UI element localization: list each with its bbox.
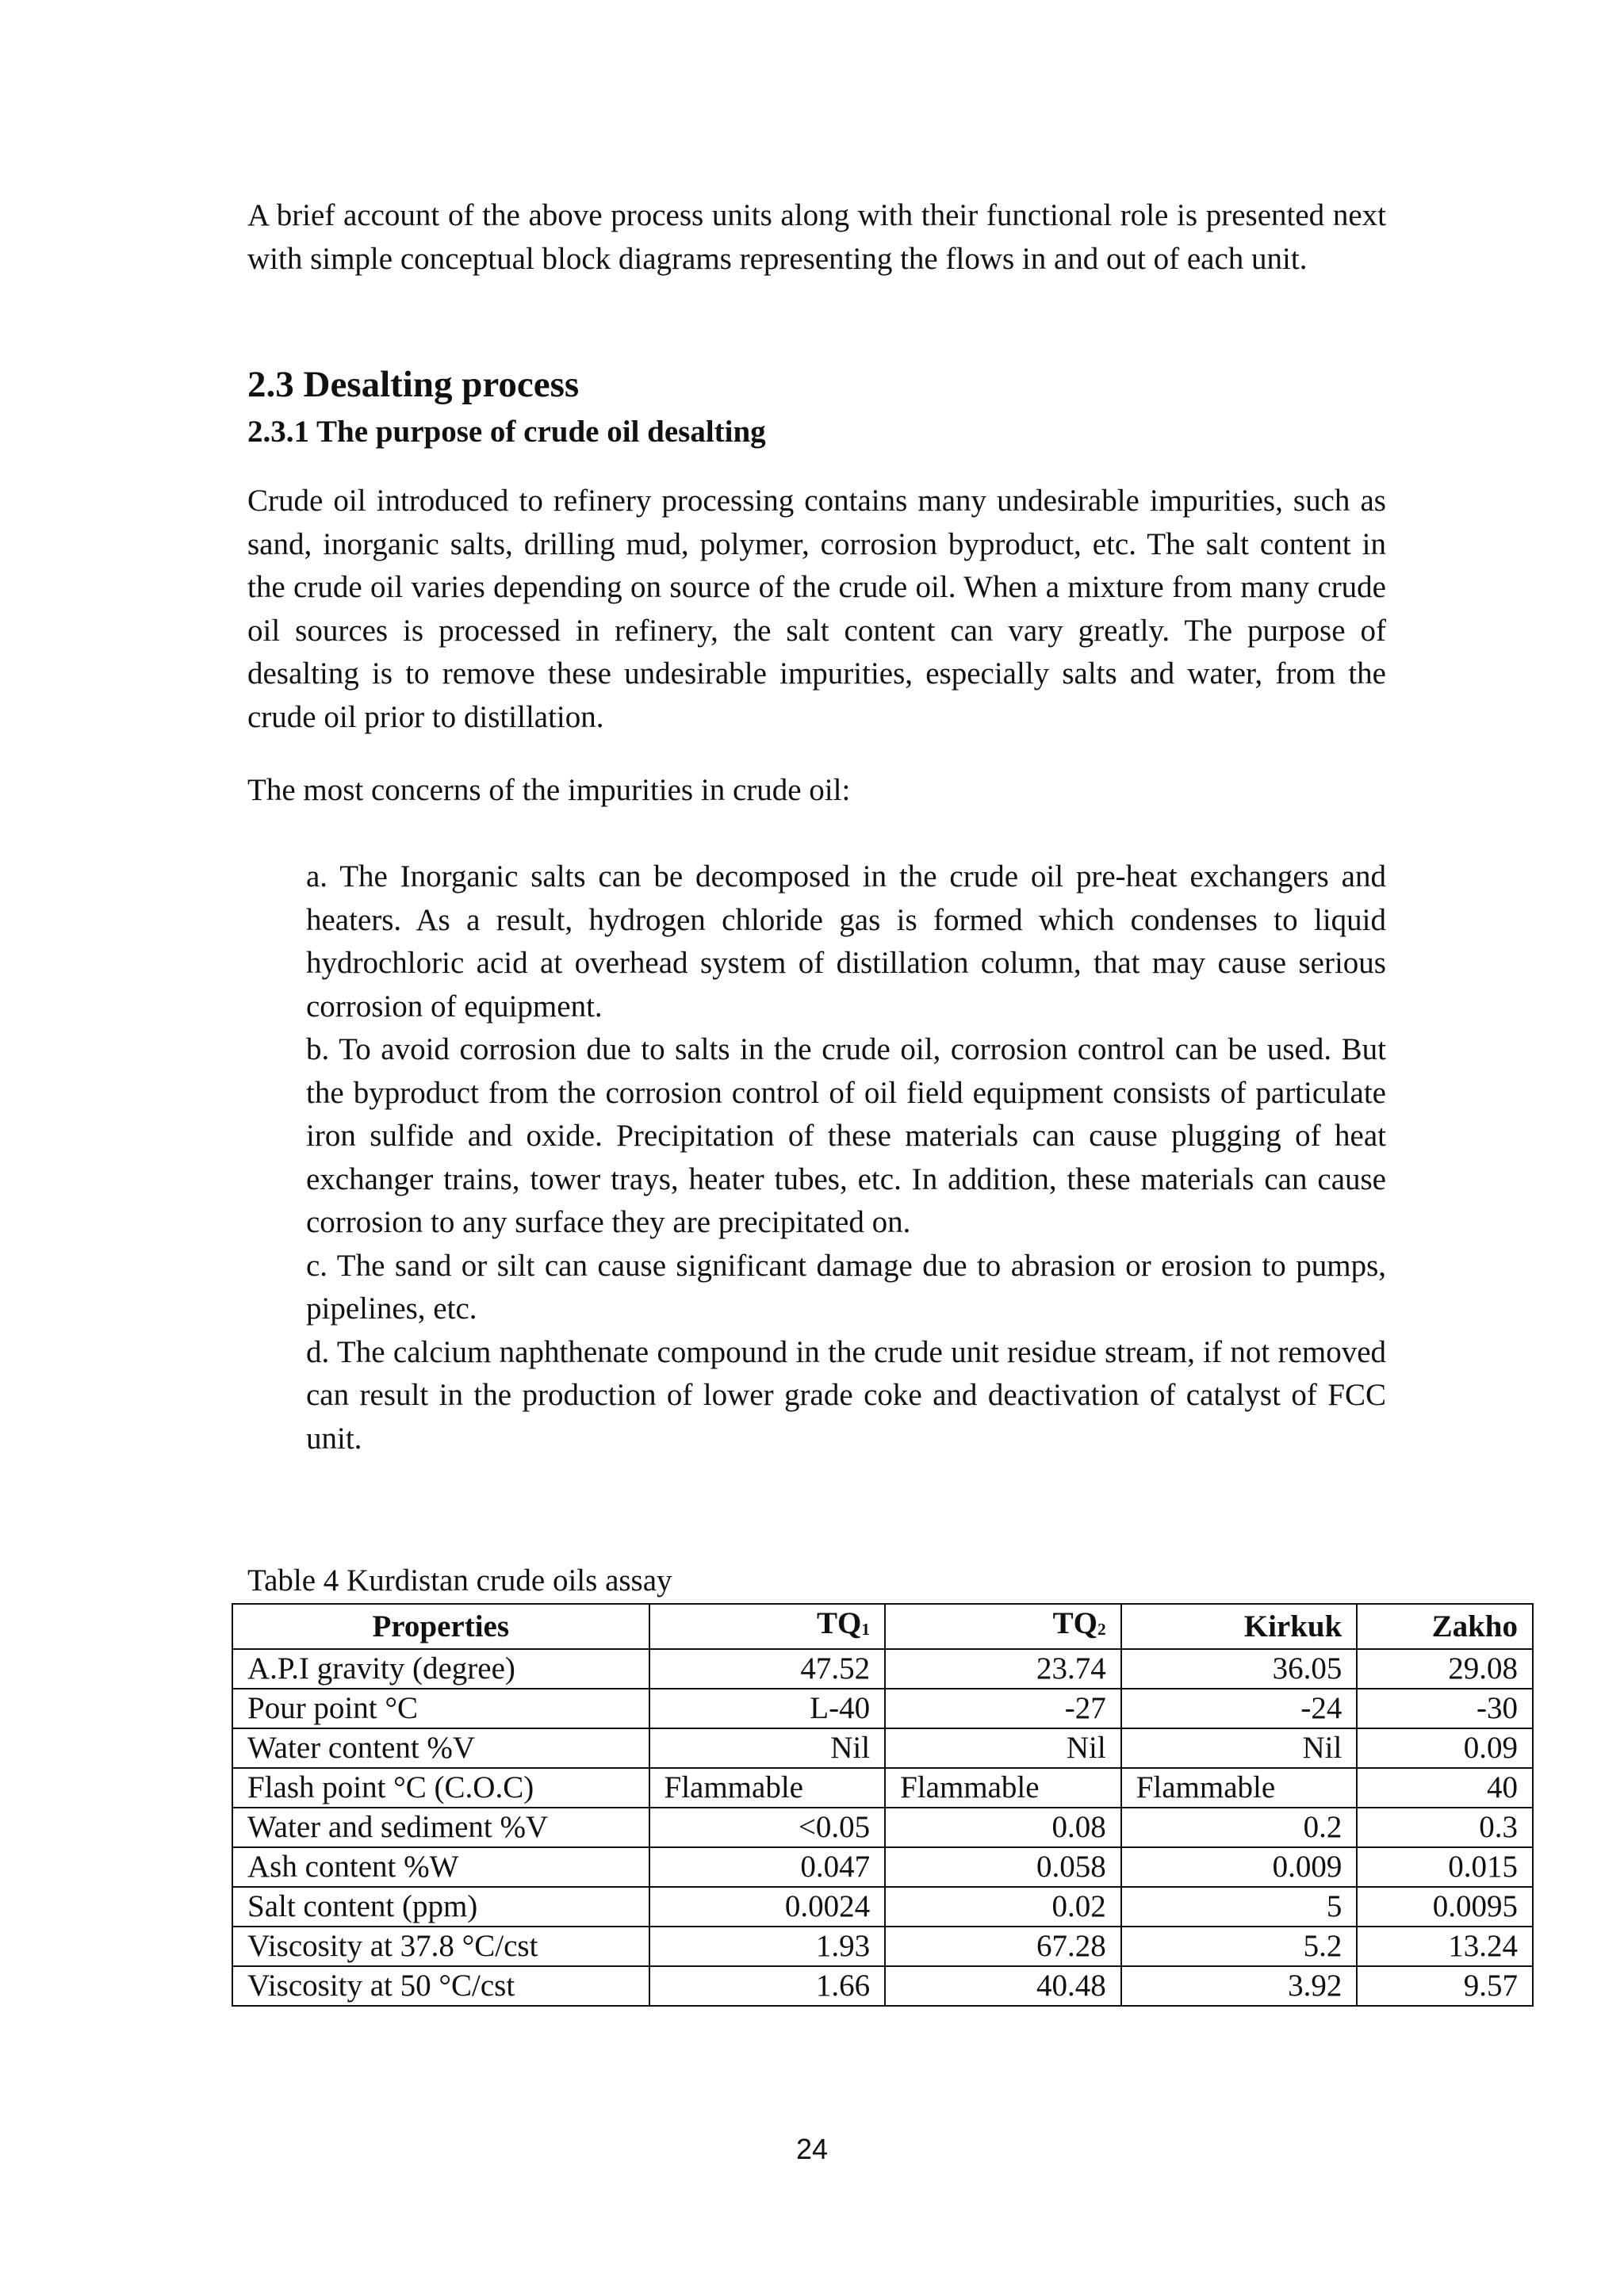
table-row bbox=[232, 1689, 1533, 1728]
header-tq1: $TQ_1$ bbox=[649, 1604, 886, 1649]
value-cell: Nil bbox=[1121, 1728, 1358, 1768]
table-row bbox=[232, 1649, 1533, 1689]
value-cell: 0.09 bbox=[1357, 1728, 1533, 1768]
value-cell: 13.24 bbox=[1357, 1927, 1533, 1966]
crude-assay-table bbox=[232, 1603, 1534, 2007]
value-cell: 67.28 bbox=[885, 1927, 1121, 1966]
header-properties: Properties bbox=[232, 1604, 649, 1649]
property-cell: Salt content (ppm) bbox=[232, 1887, 649, 1927]
subsection-heading: 2.3.1 The purpose of crude oil desalting bbox=[247, 415, 766, 449]
value-cell: 47.52 bbox=[649, 1649, 886, 1689]
list-item: c. The sand or silt can cause significant damage due to abrasion or erosion to pumps, pipelines, etc. bbox=[306, 1248, 1386, 1326]
value-cell: 0.02 bbox=[885, 1887, 1121, 1927]
value-cell: 1.93 bbox=[649, 1927, 886, 1966]
table-header-row bbox=[232, 1604, 1533, 1649]
value-cell: <0.05 bbox=[649, 1808, 886, 1847]
value-cell: 3.92 bbox=[1121, 1966, 1358, 2006]
page-number: 24 bbox=[795, 2133, 829, 2165]
value-cell: 0.015 bbox=[1357, 1847, 1533, 1887]
header-tq2: $TQ_2$ bbox=[885, 1604, 1121, 1649]
impurities-list bbox=[306, 855, 1386, 1460]
table-row bbox=[232, 1768, 1533, 1808]
value-cell: 5 bbox=[1121, 1887, 1358, 1927]
value-cell: 36.05 bbox=[1121, 1649, 1358, 1689]
table-row bbox=[232, 1728, 1533, 1768]
value-cell: 40.48 bbox=[885, 1966, 1121, 2006]
property-cell: Viscosity at 37.8 °C/cst bbox=[232, 1927, 649, 1966]
section-heading: 2.3 Desalting process bbox=[247, 364, 580, 405]
table-row bbox=[232, 1887, 1533, 1927]
value-cell: -24 bbox=[1121, 1689, 1358, 1728]
table-row bbox=[232, 1927, 1533, 1966]
value-cell: 9.57 bbox=[1357, 1966, 1533, 2006]
list-item: a. The Inorganic salts can be decomposed in the crude oil pre-heat exchangers and heaters. As a result, hydrogen chloride gas is formed which condenses to liquid hydrochloric acid at overhead system of distillation column, that may cause serious corrosion of equipment. bbox=[306, 859, 1386, 1024]
value-cell: Flammable bbox=[649, 1768, 886, 1808]
table-row bbox=[232, 1847, 1533, 1887]
value-cell: 0.0024 bbox=[649, 1887, 886, 1927]
list-item: d. The calcium naphthenate compound in the crude unit residue stream, if not removed can result in the production of lower grade coke and deactivation of catalyst of FCC unit. bbox=[306, 1334, 1386, 1456]
property-cell: A.P.I gravity (degree) bbox=[232, 1649, 649, 1689]
property-cell: Water and sediment %V bbox=[232, 1808, 649, 1847]
value-cell: 29.08 bbox=[1357, 1649, 1533, 1689]
value-cell: Flammable bbox=[885, 1768, 1121, 1808]
value-cell: -30 bbox=[1357, 1689, 1533, 1728]
value-cell: 0.047 bbox=[649, 1847, 886, 1887]
property-cell: Water content %V bbox=[232, 1728, 649, 1768]
value-cell: 0.08 bbox=[885, 1808, 1121, 1847]
value-cell: 1.66 bbox=[649, 1966, 886, 2006]
table-caption: Table 4 Kurdistan crude oils assay bbox=[247, 1563, 672, 1598]
value-cell: 0.058 bbox=[885, 1847, 1121, 1887]
property-cell: Ash content %W bbox=[232, 1847, 649, 1887]
value-cell: Nil bbox=[649, 1728, 886, 1768]
value-cell: -27 bbox=[885, 1689, 1121, 1728]
header-kirkuk: Kirkuk bbox=[1121, 1604, 1358, 1649]
purpose-paragraph: Crude oil introduced to refinery processing contains many undesirable impurities, such as sand, inorganic salts, drilling mud, polymer, corrosion byproduct, etc. The salt content in the crude oil varies depending on source of the crude oil. When a mixture from many crude oil sources is processed in refinery, the salt content can vary greatly. The purpose of desalting is to remove these undesirable impurities, especially salts and water, from the crude oil prior to distillation. bbox=[247, 484, 1386, 734]
value-cell: L-40 bbox=[649, 1689, 886, 1728]
value-cell: 5.2 bbox=[1121, 1927, 1358, 1966]
value-cell: 40 bbox=[1357, 1768, 1533, 1808]
value-cell: 0.3 bbox=[1357, 1808, 1533, 1847]
property-cell: Flash point °C (C.O.C) bbox=[232, 1768, 649, 1808]
value-cell: 0.2 bbox=[1121, 1808, 1358, 1847]
table-row bbox=[232, 1966, 1533, 2006]
value-cell: 0.0095 bbox=[1357, 1887, 1533, 1927]
header-zakho: Zakho bbox=[1357, 1604, 1533, 1649]
property-cell: Viscosity at 50 °C/cst bbox=[232, 1966, 649, 2006]
value-cell: 0.009 bbox=[1121, 1847, 1358, 1887]
value-cell: Flammable bbox=[1121, 1768, 1358, 1808]
list-item: b. To avoid corrosion due to salts in the crude oil, corrosion control can be used. But the byproduct from the corrosion control of oil field equipment consists of particulate iron sulfide and oxide. Precipitation of these materials can cause plugging of heat exchanger trains, tower trays, heater tubes, etc. In addition, these materials can cause corrosion to any surface they are precipitated on. bbox=[306, 1032, 1386, 1239]
property-cell: Pour point °C bbox=[232, 1689, 649, 1728]
table-row bbox=[232, 1808, 1533, 1847]
value-cell: 23.74 bbox=[885, 1649, 1121, 1689]
concerns-intro: The most concerns of the impurities in crude oil: bbox=[247, 773, 851, 807]
intro-paragraph: A brief account of the above process units along with their functional role is presented next with simple conceptual block diagrams representing the flows in and out of each unit. bbox=[247, 198, 1386, 276]
value-cell: Nil bbox=[885, 1728, 1121, 1768]
